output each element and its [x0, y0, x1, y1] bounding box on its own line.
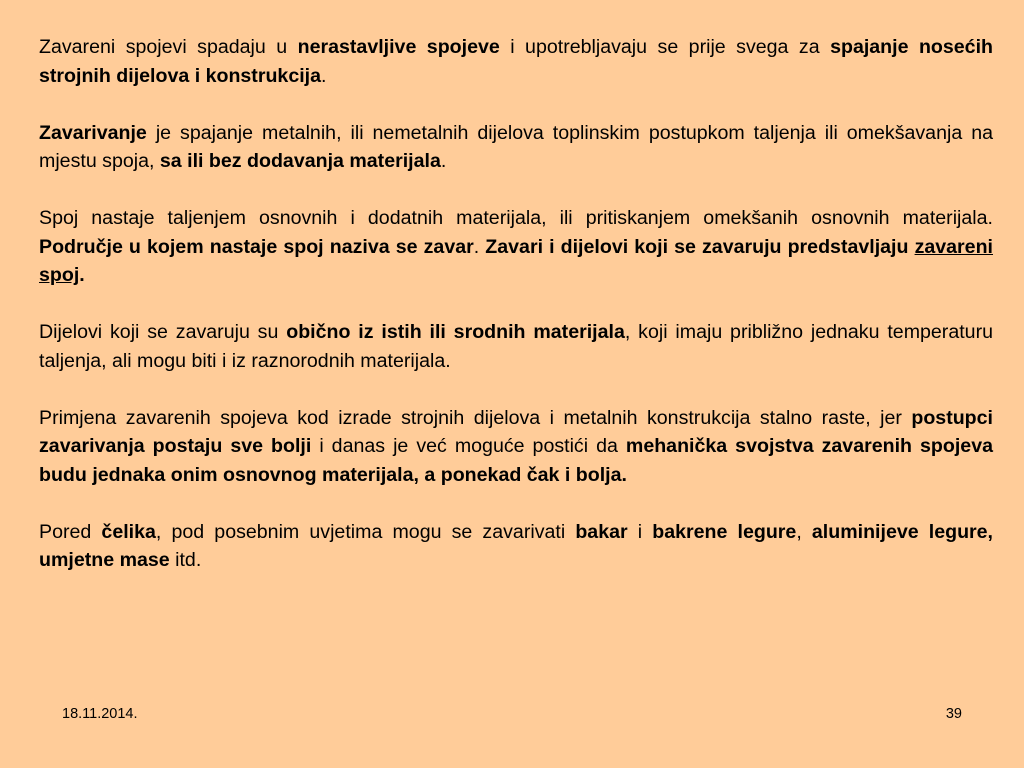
- text-run-bold: mehanička svojstva zavarenih spojeva budu jednaka onim osnovnog materijala, a ponekad čak i bolja.: [39, 435, 993, 486]
- text-run-bold: obično iz istih ili srodnih materijala: [286, 321, 625, 343]
- text-run-bold: sa ili bez dodavanja materijala: [159, 150, 441, 172]
- text-run: , pod posebnim uvjetima mogu se zavarivati: [155, 520, 576, 543]
- page-number: 39: [945, 706, 962, 722]
- slide-body: [39, 33, 993, 575]
- text-run: ,: [796, 520, 812, 543]
- text-run: .: [440, 150, 447, 172]
- text-run: itd.: [169, 549, 202, 571]
- text-run: i upotrebljavaju se prije svega za: [499, 36, 831, 58]
- text-run: je spajanje metalnih, ili nemetalnih dijelova toplinskim postupkom taljenja ili omekšavanja na mjestu spoja,: [39, 121, 993, 172]
- text-run-bold: čelika: [101, 520, 156, 543]
- paragraph: [39, 204, 993, 290]
- text-run: Zavareni spojevi spadaju u: [39, 36, 298, 58]
- text-run: Spoj nastaje taljenjem osnovnih i dodatnih materijala, ili pritiskanjem omekšanih osnovnih materijala.: [39, 207, 993, 229]
- text-run: Dijelovi koji se zavaruju su: [39, 321, 287, 343]
- paragraph: [39, 33, 993, 90]
- underlined-term: zavareni spoj: [39, 235, 993, 286]
- text-run-bold: .: [79, 264, 85, 286]
- text-run: i: [627, 520, 653, 543]
- text-run-bold: Zavarivanje: [39, 121, 147, 144]
- text-run: Primjena zavarenih spojeva kod izrade strojnih dijelova i metalnih konstrukcija stalno raste, jer: [39, 406, 912, 429]
- footer-date: 18.11.2014.: [62, 706, 138, 722]
- text-run: .: [473, 235, 486, 258]
- text-run-bold: postupci zavarivanja postaju sve bolji: [39, 406, 993, 457]
- paragraph: [39, 518, 993, 575]
- text-run-bold: aluminijeve legure, umjetne mase: [39, 520, 994, 571]
- text-run: .: [321, 64, 327, 87]
- text-run-bold: spajanje nosećih strojnih dijelova i konstrukcija: [39, 36, 993, 87]
- text-run-bold: nerastavljive spojeve: [297, 36, 500, 58]
- paragraph: [39, 318, 993, 375]
- text-run: , koji imaju približno jednaku temperaturu taljenja, ali mogu biti i iz raznorodnih materijala.: [39, 321, 993, 372]
- text-run: i danas je već moguće postići da: [311, 435, 626, 457]
- text-run-bold: bakrene legure: [652, 520, 797, 543]
- text-run: Pored: [39, 520, 102, 543]
- text-run-bold: Zavari i dijelovi koji se zavaruju predstavljaju: [485, 235, 915, 258]
- text-run-bold: bakar: [575, 520, 628, 543]
- paragraph: [39, 404, 993, 490]
- text-run-bold: Područje u kojem nastaje spoj naziva se zavar: [39, 235, 474, 258]
- paragraph: [39, 119, 993, 176]
